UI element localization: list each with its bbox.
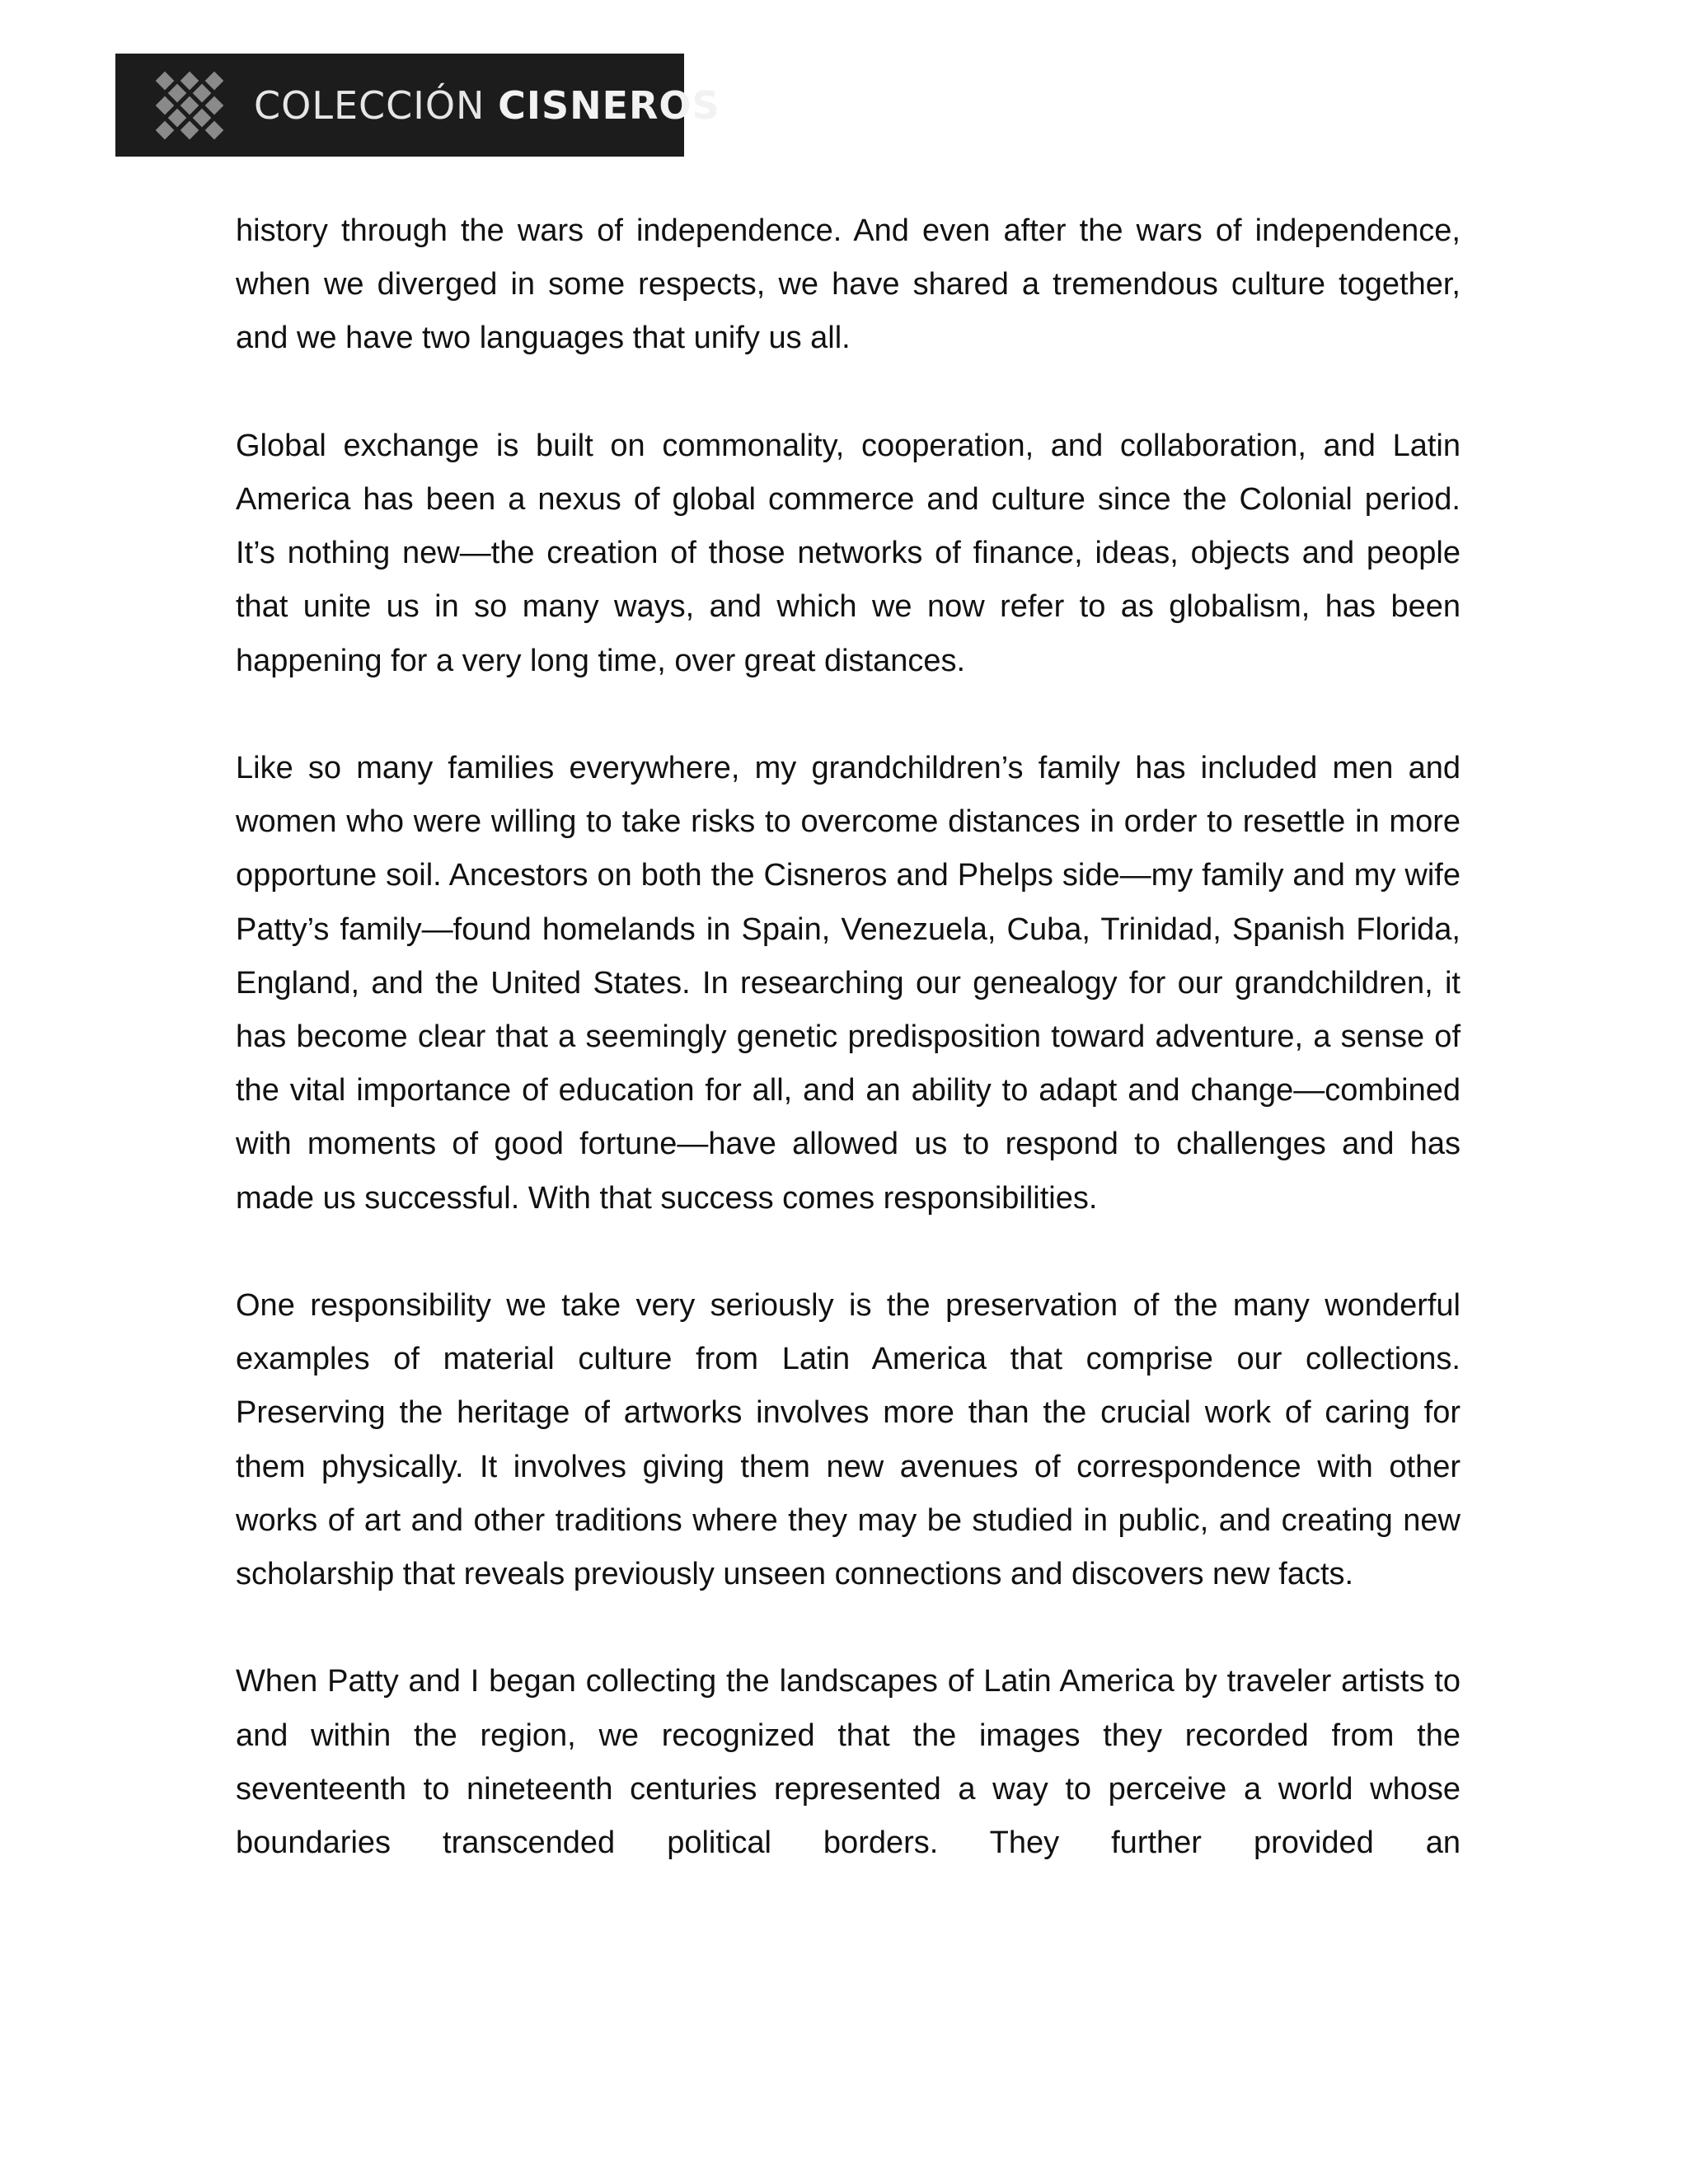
paragraph-3: Like so many families everywhere, my grandchildren’s family has included men and women who were willing to take risks to overcome distances in order to resettle in more opportune soil. Ancestors on both the Cisneros and Phelps side—my family and my wife Patty’s family—found homelands in Spain, Venezuela, Cuba, Trinidad, Spanish Florida, England, and the United States. In researching our genealogy for our grandchildren, it has become clear that a seemingly genetic predisposition toward adventure, a sense of the vital importance of education for all, and an ability to adapt and change—combined with moments of good fortune—have allowed us to respond to challenges and has made us successful. With that success comes responsibilities. bbox=[236, 751, 1461, 1216]
diamond-grid-icon bbox=[153, 69, 226, 142]
paragraph-4: One responsibility we take very seriously is the preservation of the many wonderful examples of material culture from Latin America that comprise our collections. Preserving the heritage of artworks involves more than the crucial work of caring for them physically. It involves giving them new avenues of correspondence with other works of art and other traditions where they may be studied in public, and creating new scholarship that reveals previously unseen connections and discovers new facts. bbox=[236, 1288, 1461, 1592]
logo-wordmark bbox=[254, 83, 720, 128]
paragraph-1: history through the wars of independence. And even after the wars of independence, when we diverged in some respects, we have shared a tremendous culture together, and we have two languages that unify us all. bbox=[236, 213, 1461, 356]
paragraph-5: When Patty and I began collecting the landscapes of Latin America by traveler artists to and within the region, we recognized that the images they recorded from the seventeenth to nineteenth centuries represented a way to perceive a world whose boundaries transcended political borders. They further provided an bbox=[236, 1664, 1461, 1861]
paragraph-2: Global exchange is built on commonality, cooperation, and collaboration, and Latin America has been a nexus of global commerce and culture since the Colonial period. It’s nothing new—the creation of those networks of finance, ideas, objects and people that unite us in so many ways, and which we now refer to as globalism, has been happening for a very long time, over great distances. bbox=[236, 428, 1461, 678]
document-body bbox=[236, 204, 1461, 1924]
logo-word-cisneros: CISNEROS bbox=[498, 82, 720, 128]
logo-word-coleccion: COLECCIÓN bbox=[254, 82, 485, 128]
collection-logo bbox=[115, 54, 720, 157]
